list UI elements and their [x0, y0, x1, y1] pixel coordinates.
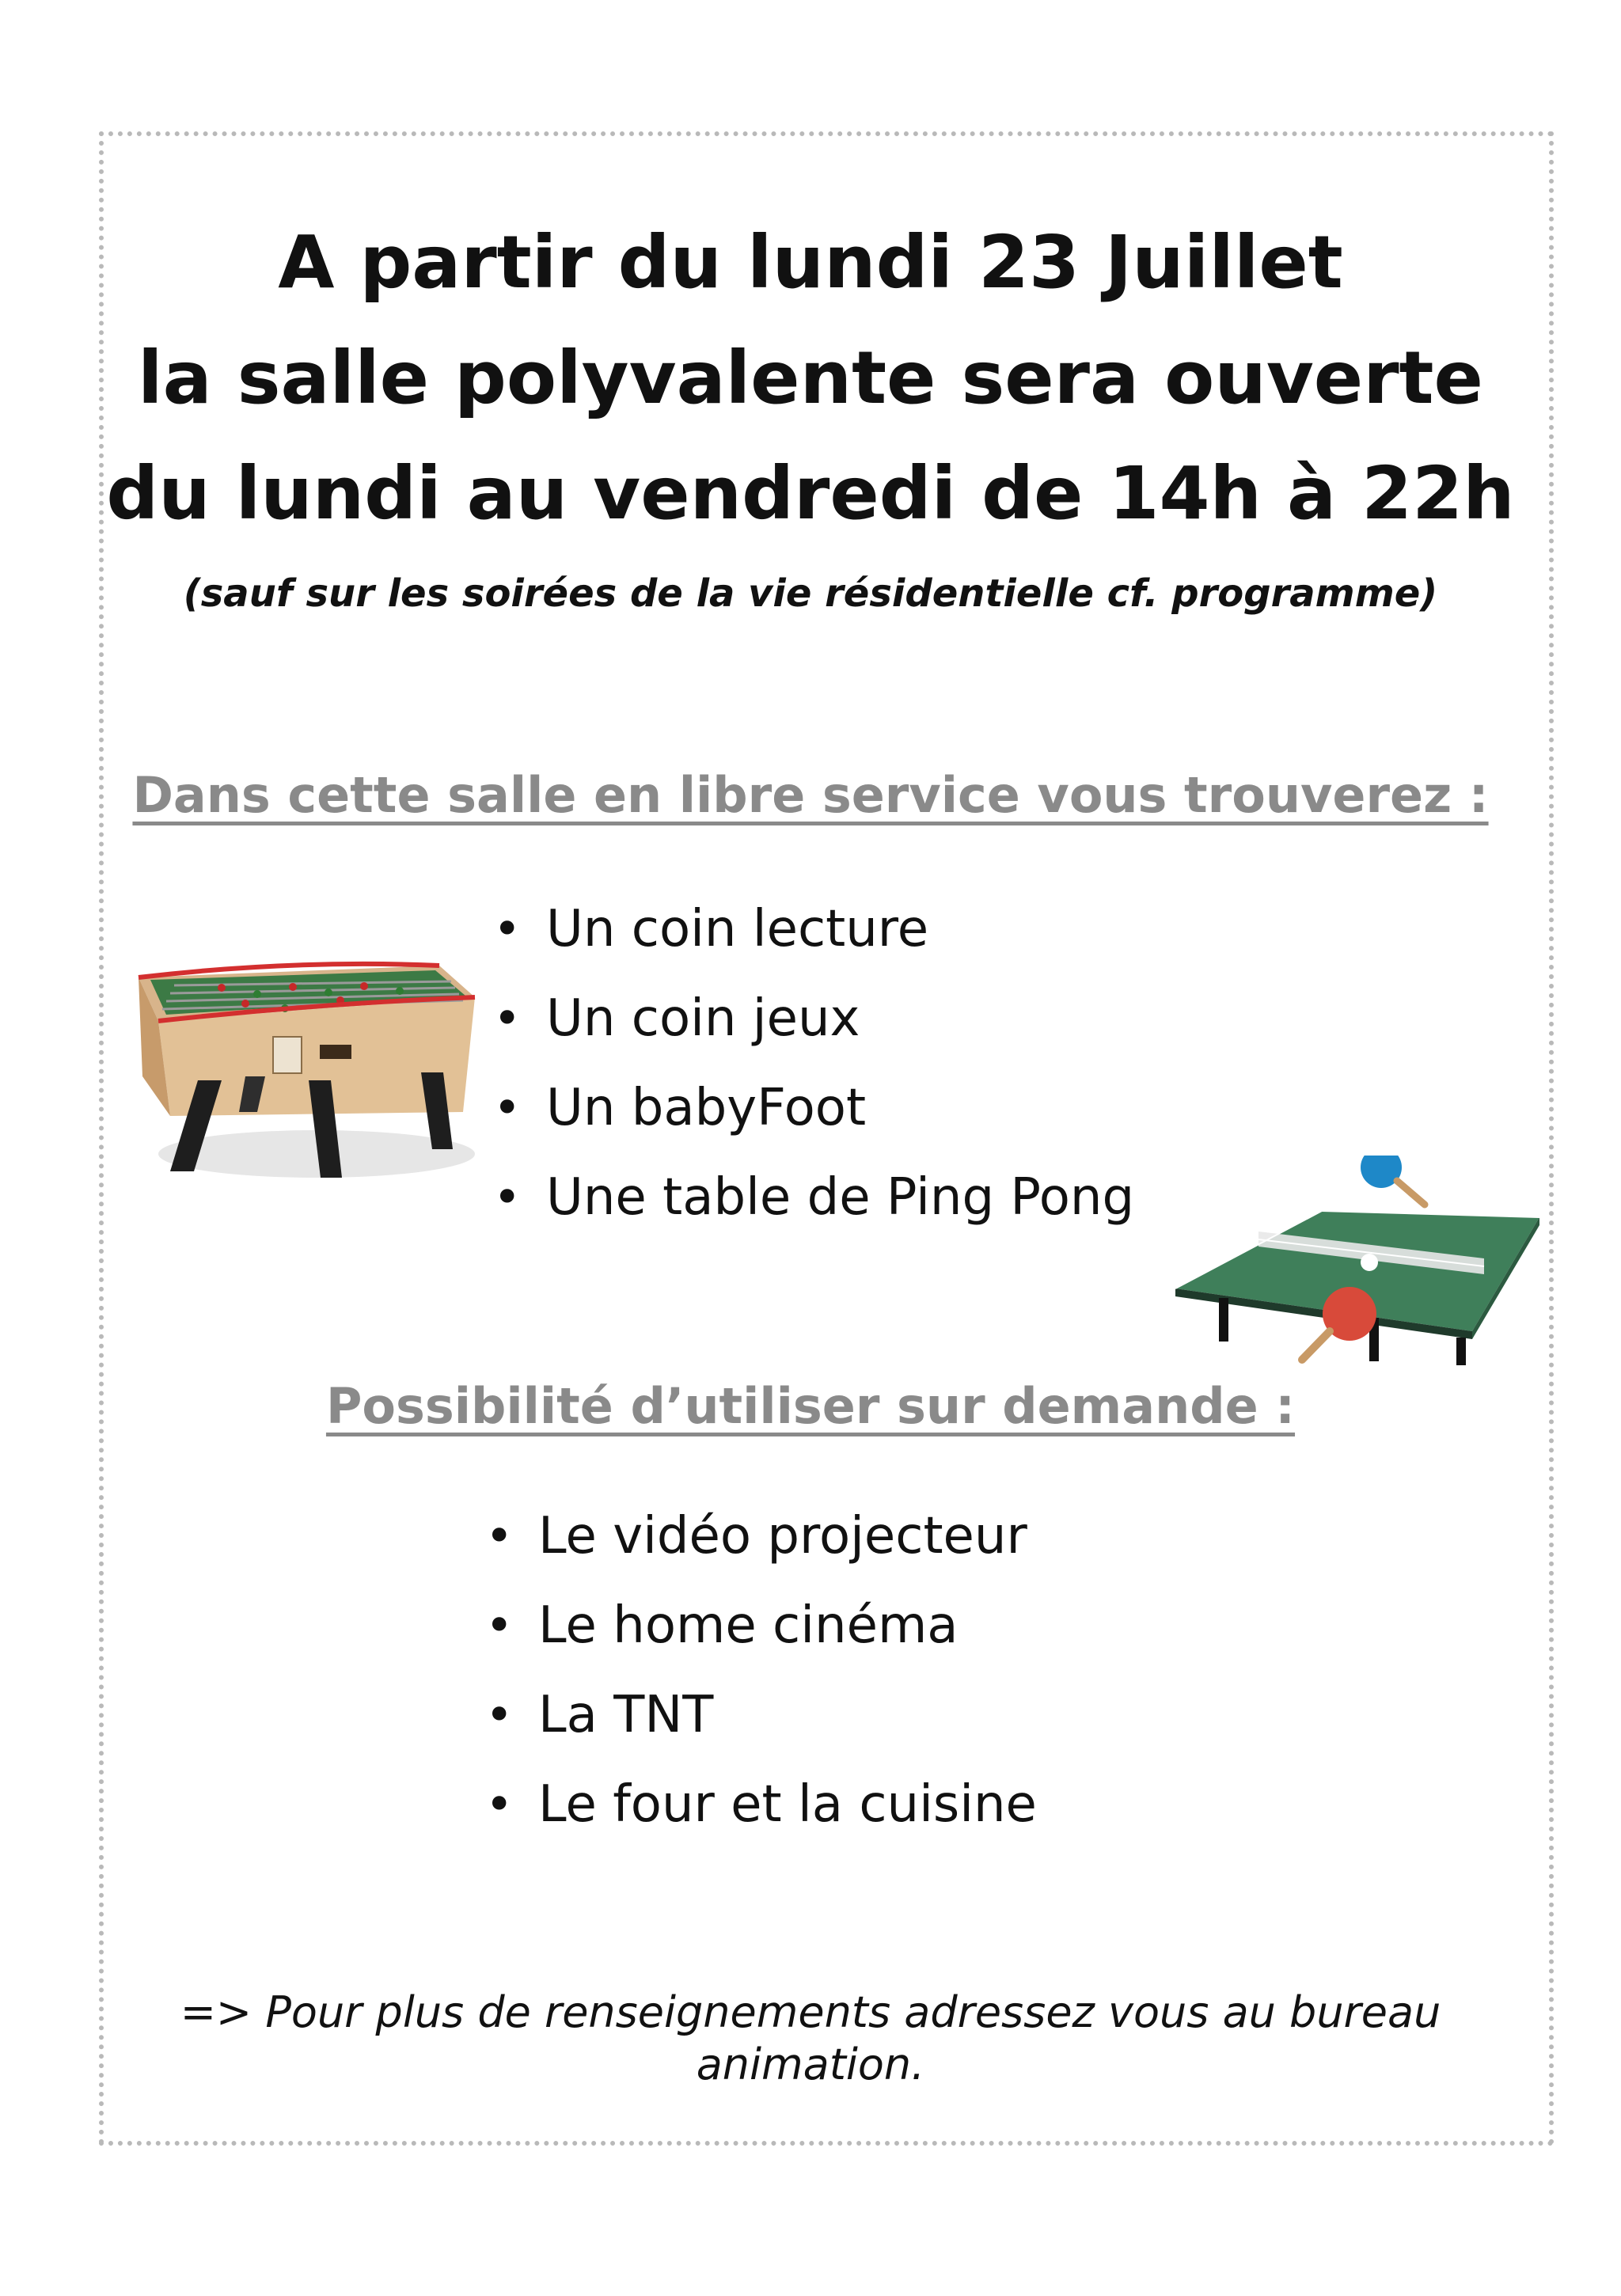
ping-pong-table-icon	[1171, 1156, 1543, 1373]
footer-info	[0, 1987, 1621, 2091]
bullet: •	[485, 1598, 514, 1653]
footer-line-2: animation.	[696, 2040, 925, 2089]
exception-note: (sauf sur les soirées de la vie résidentielle cf. programme)	[183, 571, 1438, 616]
section-title-libre-service	[0, 766, 1621, 824]
list-item	[485, 1671, 1037, 1760]
bullet: •	[485, 1687, 514, 1743]
list-item	[485, 1581, 1037, 1671]
libre-service-list	[493, 885, 1135, 1243]
bullet: •	[493, 1080, 522, 1136]
section-title-sur-demande	[0, 1377, 1621, 1435]
list-item	[493, 974, 1134, 1064]
list-item	[493, 1064, 1134, 1153]
list-item	[485, 1760, 1037, 1850]
list-item	[493, 1153, 1135, 1243]
list-item-text: Le four et la cuisine	[538, 1775, 1037, 1834]
bullet: •	[493, 901, 522, 957]
headline-line-1: A partir du lundi 23 Juillet	[278, 220, 1343, 305]
bullet: •	[485, 1509, 514, 1564]
list-item-text: Le vidéo projecteur	[538, 1507, 1027, 1565]
bullet: •	[485, 1777, 514, 1832]
headline-line-3: du lundi au vendredi de 14h à 22h	[106, 451, 1515, 536]
list-item	[493, 885, 1134, 974]
sur-demande-list	[485, 1492, 1037, 1850]
headline-line-2: la salle polyvalente sera ouverte	[138, 336, 1483, 420]
list-item-text: La TNT	[538, 1686, 714, 1744]
list-item-text: Le home cinéma	[538, 1596, 959, 1655]
list-item	[485, 1492, 1037, 1581]
list-item-text: Un coin lecture	[546, 900, 929, 958]
foosball-table-icon	[127, 942, 483, 1183]
bullet: •	[493, 1170, 522, 1225]
list-item-text: Un babyFoot	[546, 1079, 867, 1137]
bullet: •	[493, 991, 522, 1046]
section-title-libre-service-text: Dans cette salle en libre service vous trouverez :	[132, 766, 1489, 824]
list-item-text: Un coin jeux	[546, 989, 860, 1048]
list-item-text: Une table de Ping Pong	[546, 1168, 1135, 1227]
footer-line-1: => Pour plus de renseignements adressez vous au bureau	[180, 1987, 1441, 2037]
section-title-sur-demande-text: Possibilité d’utiliser sur demande :	[325, 1377, 1296, 1435]
